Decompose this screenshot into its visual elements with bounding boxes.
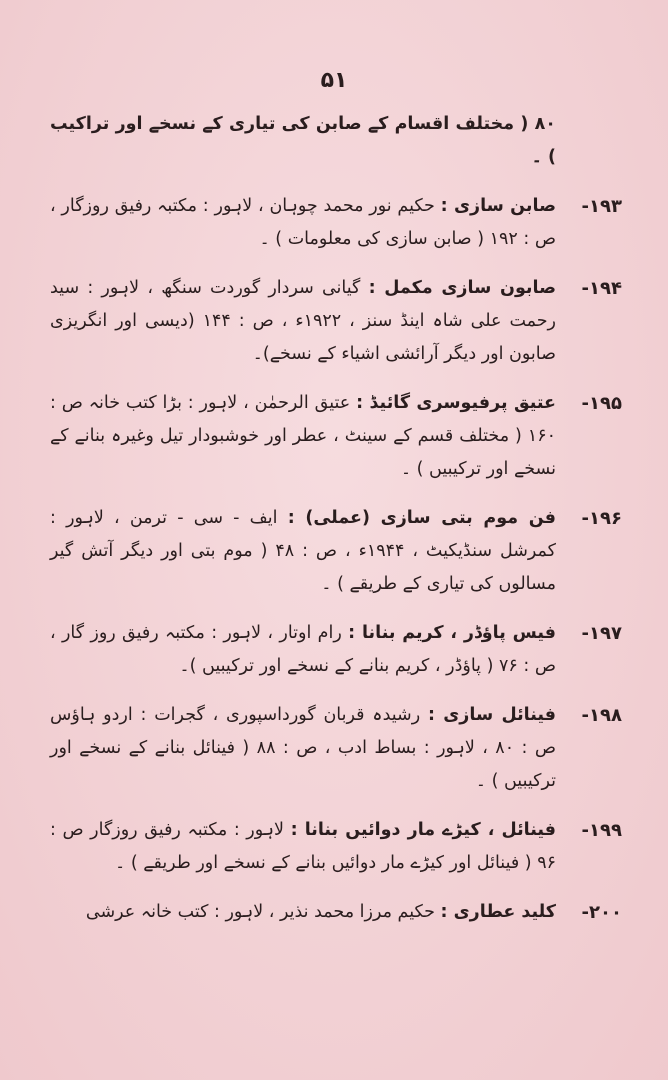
entry-text: حکیم نور محمد چوہان ، لاہور : مکتبہ رفیق روزگار ، ص : ۱۹۲ ( صابن سازی کی معلومات ) ۔ bbox=[50, 196, 556, 249]
entry-number: ۱۹۸- bbox=[581, 705, 622, 726]
entry-text: حکیم مرزا محمد نذیر ، لاہور : کتب خانہ عرشی bbox=[85, 902, 435, 922]
entry-number: ۱۹۷- bbox=[581, 623, 622, 644]
entry-title: عتیق پرفیوسری گائیڈ : bbox=[356, 393, 556, 413]
entry-200 bbox=[50, 896, 622, 930]
entry-193 bbox=[50, 190, 622, 256]
entry-194 bbox=[50, 272, 622, 371]
entry-title: فینائل ، کیڑے مار دوائیں بنانا : bbox=[290, 820, 556, 840]
entry-number: ۱۹۴- bbox=[581, 278, 622, 299]
entry-text: رام اوتار ، لاہور : مکتبہ رفیق روز گار ، ص : ۷۶ ( پاؤڈر ، کریم بنانے کے نسخے اور ترکیبیں )۔ bbox=[50, 623, 556, 676]
entry-text: گیانی سردار گوردت سنگھ ، لاہور : سید رحمت علی شاہ اینڈ سنز ، ۱۹۲۲ء ، ص : ۱۴۴ (دیسی اور انگریزی صابون اور دیگر آرائشی اشیاء کے نسخے)۔ bbox=[50, 278, 557, 364]
continuation-text: ۸۰ ( مختلف اقسام کے صابن کی تیاری کے نسخے اور تراکیب ) ۔ bbox=[50, 114, 556, 167]
entry-195 bbox=[50, 387, 622, 486]
entry-text: عتیق الرحمٰن ، لاہور : بڑا کتب خانہ ص : ۱۶۰ ( مختلف قسم کے سینٹ ، عطر اور خوشبودار تیل وغیرہ بنانے کے نسخے اور ترکیبیں ) ۔ bbox=[50, 393, 556, 479]
entry-number: ۱۹۵- bbox=[581, 393, 622, 414]
page-number: ۵۱ bbox=[320, 68, 348, 93]
entry-title: فینائل سازی : bbox=[427, 705, 556, 725]
entry-text: ایف - سی - ترمن ، لاہور : کمرشل سنڈیکیٹ ، ۱۹۴۴ء ، ص : ۴۸ ( موم بتی اور دیگر آتش گیر مسالوں کی تیاری کے طریقے ) ۔ bbox=[50, 508, 556, 594]
entry-number: ۱۹۳- bbox=[581, 196, 622, 217]
entry-text: رشیدہ قربان گورداسپوری ، گجرات : اردو ہاؤس ص : ۸۰ ، لاہور : بساط ادب ، ص : ۸۸ ( فینائل بنانے کے نسخے اور ترکیبیں ) ۔ bbox=[50, 705, 556, 791]
entry-199 bbox=[50, 814, 622, 880]
entry-text: لاہور : مکتبہ رفیق روزگار ص : ۹۶ ( فینائل اور کیڑے مار دوائیں بنانے کے نسخے اور طریقے ) ۔ bbox=[50, 820, 556, 873]
entry-number: ۱۹۶- bbox=[581, 508, 622, 529]
entry-number: ۲۰۰- bbox=[581, 902, 622, 923]
entry-title: فن موم بتی سازی (عملی) : bbox=[287, 508, 556, 528]
entry-title: صابون سازی مکمل : bbox=[368, 278, 556, 298]
entry-title: کلید عطاری : bbox=[440, 902, 556, 922]
continuation-entry bbox=[50, 108, 622, 174]
entry-196 bbox=[50, 502, 622, 601]
entry-197 bbox=[50, 617, 622, 683]
bibliography-list bbox=[50, 108, 622, 946]
entry-number: ۱۹۹- bbox=[581, 820, 622, 841]
entry-198 bbox=[50, 699, 622, 798]
entry-title: فیس پاؤڈر ، کریم بنانا : bbox=[348, 623, 556, 643]
entry-title: صابن سازی : bbox=[440, 196, 556, 216]
